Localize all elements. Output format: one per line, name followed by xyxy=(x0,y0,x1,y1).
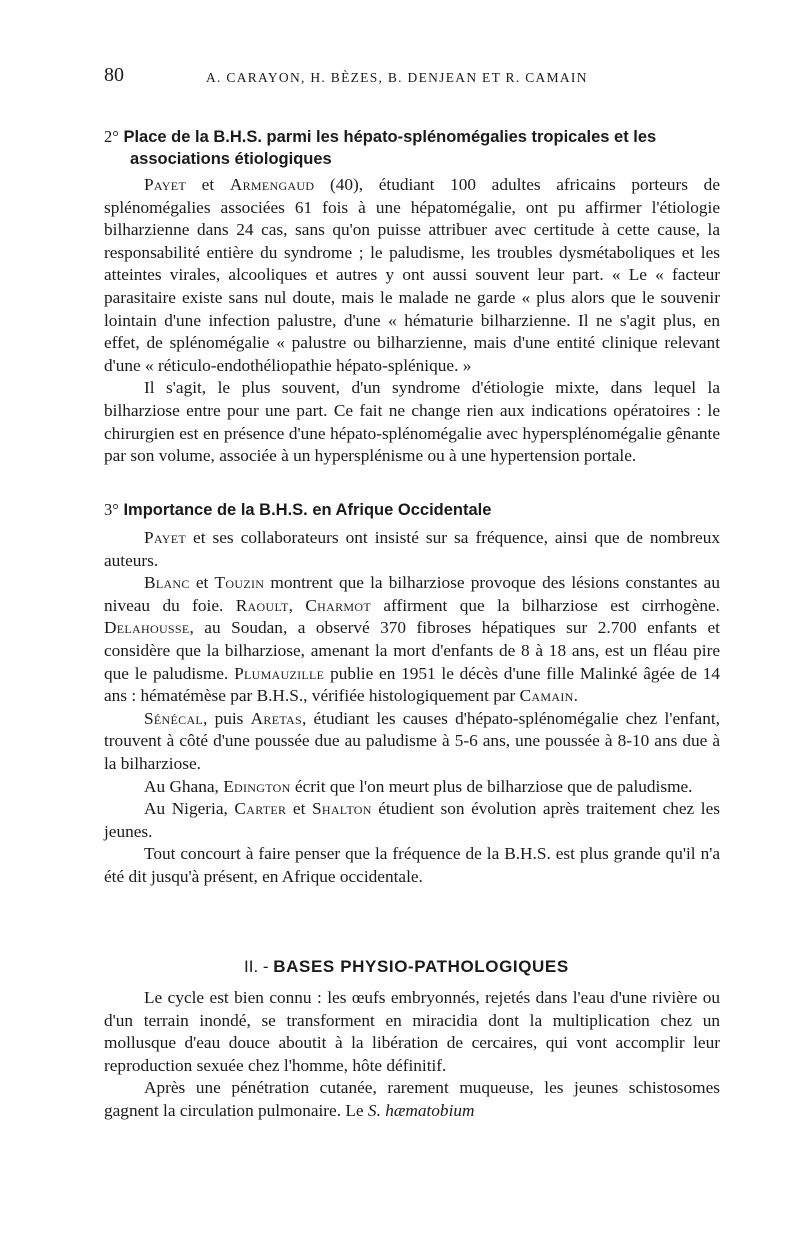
text-span: Après une pénétration cutanée, rarement muqueuse, les jeunes schistosomes gagnent la circulation pulmonaire. Le xyxy=(104,1078,720,1120)
text-span: et xyxy=(186,175,230,194)
part-2-heading xyxy=(244,956,569,978)
text-span: , au Soudan, a observé 370 fibroses hépatiques sur 2.700 enfants et considère que la bilharziose, amenant la mort d'enfants de 8 à 18 ans, est un fléau pire que le paludisme. xyxy=(104,618,720,683)
author-name: Sénécal xyxy=(144,708,204,728)
author-name: Touzin xyxy=(214,573,265,593)
part-2-title: BASES PHYSIO-PATHOLOGIQUES xyxy=(273,957,569,976)
section-3-paragraph-5 xyxy=(104,798,720,843)
running-head-authors: A. CARAYON, H. BÈZES, B. DENJEAN ET R. CAMAIN xyxy=(206,70,588,85)
text-span: (40), étudiant 100 adultes africains porteurs de splénomégalies associées 61 fois à une hépatomégalie, ont pu affirmer l'étiologie bilharzienne dans 24 cas, sans qu'on puisse attribuer avec certitude à cette cause, la responsabilité entière du syndrome ; le paludisme, les troubles dysmétaboliques et les atteintes virales, alcooliques et autres y ont aussi souvent leur part. « Le « facteur parasitaire existe sans nul doute, mais le malade ne garde « plus alors que le souvenir lointain d'une infection palustre, d'une « hématurie bilharzienne. Il ne s'agit plus, en effet, de splénomégalie « palustre ou bilharzienne, mais d'une entité clinique relevant d'une « réticulo-endothéliopathie hépato-splénique. » xyxy=(104,175,720,375)
section-3-paragraph-2 xyxy=(104,572,720,708)
author-name: Edington xyxy=(223,776,291,796)
text-span: , étudiant les causes d'hépato-splénomégalie chez l'enfant, trouvent à côté d'une poussée due au paludisme à 5-6 ans, une poussée à 8-10 ans due à la bilharziose. xyxy=(104,708,720,773)
author-name: Carter xyxy=(234,799,287,819)
text-span: publie en 1951 le décès d'une fille Malinké âgée de 14 ans : hématémèse par B.H.S., vérifiée histologiquement par xyxy=(104,663,720,706)
section-3-body xyxy=(104,527,720,889)
section-2-title-line2: associations étiologiques xyxy=(130,150,332,168)
author-name: Payet xyxy=(144,175,187,194)
section-3-paragraph-3 xyxy=(104,708,720,776)
section-3-paragraph-1 xyxy=(104,527,720,572)
text-span: et ses collaborateurs ont insisté sur sa fréquence, ainsi que de nombreux auteurs. xyxy=(104,528,720,570)
section-3-number: 3° xyxy=(104,500,119,519)
author-name: Shalton xyxy=(311,799,372,819)
text-span: montrent que la bilharziose provoque des lésions constantes au niveau du foie. xyxy=(104,573,720,615)
author-name: Raoult xyxy=(235,595,289,615)
author-name: Blanc xyxy=(144,573,190,593)
author-name: Plumauzille xyxy=(234,663,325,683)
section-2-title-line1: Place de la B.H.S. parmi les hépato-splénomégalies tropicales et les xyxy=(123,128,657,146)
part-2-paragraph-2 xyxy=(104,1077,720,1122)
author-name: Charmot xyxy=(305,595,371,615)
part-2-number: II. - xyxy=(244,957,269,976)
part-2-paragraph-1: Le cycle est bien connu : les œufs embryonnés, rejetés dans l'eau d'une rivière ou d'un terrain inondé, se transforment en miracidia dont la multiplication chez un mollusque d'eau douce aboutit à la libération de cercaires, qui vont accomplir leur reproduction sexuée chez l'homme, hôte définitif. xyxy=(104,988,720,1075)
section-3-paragraph-6: Tout concourt à faire penser que la fréquence de la B.H.S. est plus grande qu'il n'a été dit jusqu'à présent, en Afrique occidentale. xyxy=(104,844,720,886)
text-span: étudient son évolution après traitement chez les jeunes. xyxy=(104,799,720,841)
text-span: affirment que la bilharziose est cirrhogène. xyxy=(370,595,720,615)
section-2-number: 2° xyxy=(104,127,119,146)
section-2-paragraph-1 xyxy=(104,174,720,377)
page-number: 80 xyxy=(104,64,124,86)
author-name: Armengaud xyxy=(229,175,315,194)
section-2-heading xyxy=(104,126,724,170)
text-span: , puis xyxy=(203,708,251,728)
section-2-body xyxy=(104,174,720,468)
text-span: et xyxy=(286,799,312,819)
text-span: et xyxy=(189,573,215,593)
part-2-body xyxy=(104,987,720,1123)
author-name: Camain xyxy=(519,686,574,706)
section-3-heading xyxy=(104,499,724,521)
section-2-paragraph-2: Il s'agit, le plus souvent, d'un syndrome d'étiologie mixte, dans lequel la bilharziose entre pour une part. Ce fait ne change rien aux indications opératoires : le chirurgien est en présence d'une hépato-splénomégalie avec hypersplénomégalie gênante par son volume, associée à un hypersplénisme ou à une hypertension portale. xyxy=(104,378,720,466)
author-name: Aretas xyxy=(250,708,302,728)
author-name: Delahousse xyxy=(104,618,190,638)
text-span: . xyxy=(573,686,578,706)
author-name: Payet xyxy=(144,528,187,547)
text-span: Au Nigeria, xyxy=(144,799,235,819)
text-span: écrit que l'on meurt plus de bilharziose que de paludisme. xyxy=(290,776,693,796)
text-span: , xyxy=(288,595,306,615)
text-span: Au Ghana, xyxy=(144,776,224,796)
section-3-paragraph-4 xyxy=(104,776,720,799)
section-3-title: Importance de la B.H.S. en Afrique Occidentale xyxy=(123,501,492,519)
species-name: S. hæmatobium xyxy=(367,1100,475,1120)
